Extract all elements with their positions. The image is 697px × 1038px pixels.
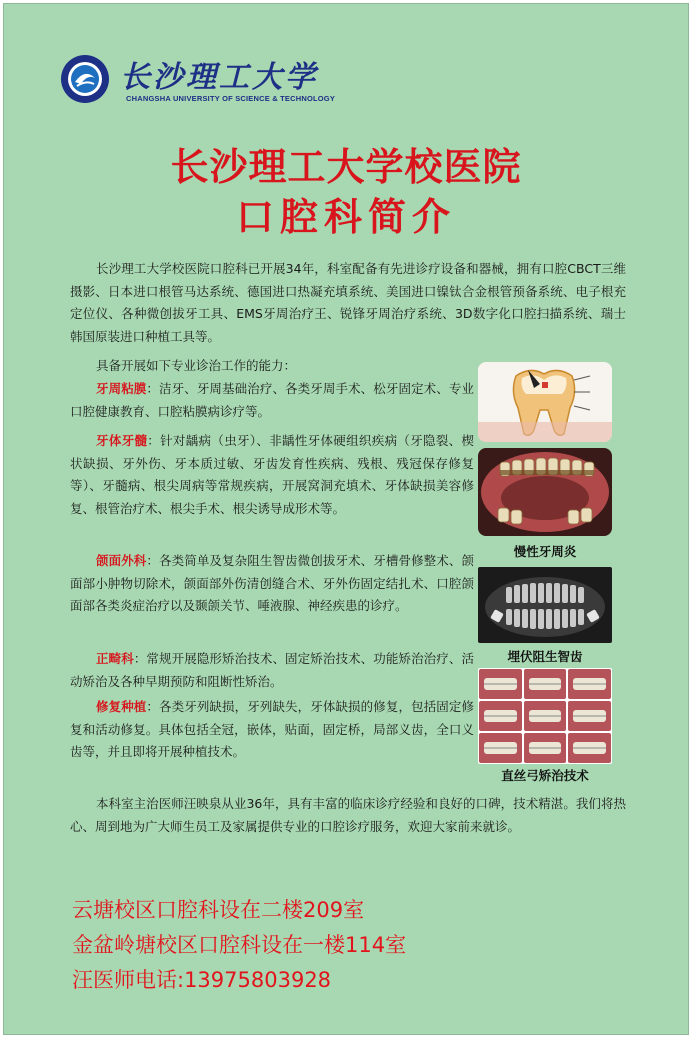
caption-orthodontics: 直丝弓矫治技术 <box>501 768 589 783</box>
section-heading: 牙周粘膜 <box>96 381 147 396</box>
university-seal-icon <box>60 54 110 104</box>
section-heading: 修复种植 <box>96 699 147 714</box>
tooth-diagram-image <box>478 362 612 442</box>
section-heading: 颌面外科 <box>96 553 147 568</box>
closing-paragraph: 本科室主治医师汪映泉从业36年，具有丰富的临床诊疗经验和良好的口碑，技术精湛。我们将热心、周到地为广大师生员工及家属提供专业的口腔诊疗服务，欢迎大家前来就诊。 <box>70 796 626 834</box>
section-text: ：针对龋病（虫牙）、非龋性牙体硬组织疾病（牙隐裂、楔状缺损、牙外伤、牙本质过敏、牙齿发育性疾病、残根、残冠保存修复等）、牙髓病、根尖周病等常规疾病，开展窝洞充填术、牙体缺损美容修复、根管治疗术、根尖手术、根尖诱导成形术等。 <box>70 433 474 516</box>
section-text: ：洁牙、牙周基础治疗、各类牙周手术、松牙固定术、专业口腔健康教育、口腔粘膜病诊疗等。 <box>70 381 474 419</box>
section-endodontics <box>70 430 474 520</box>
section-text: ：各类简单及复杂阻生智齿微创拔牙术、牙槽骨修整术、颌面部小肿物切除术，颌面部外伤清创缝合术、牙外伤固定结扎术、口腔颌面部各类炎症治疗以及颞颌关节、唾液腺、神经疾患的诊疗。 <box>70 553 474 613</box>
section-prosthodontics <box>70 696 474 764</box>
poster <box>3 3 689 1035</box>
location-yuntang: 云塘校区口腔科设在二楼209室 <box>72 898 365 922</box>
panoramic-xray-image <box>478 567 612 643</box>
caption-periodontitis: 慢性牙周炎 <box>513 544 577 559</box>
university-logo <box>60 50 336 110</box>
title-line-1: 长沙理工大学校医院 <box>170 145 522 189</box>
location-jinpenling: 金盆岭塘校区口腔科设在一楼114室 <box>72 933 407 957</box>
section-heading: 正畸科 <box>96 651 134 666</box>
section-orthodontics <box>70 648 474 693</box>
logo-chinese-name: 长沙理工大学 <box>120 60 318 95</box>
title-line-2: 口腔科简介 <box>235 195 456 239</box>
section-heading: 牙体牙髓 <box>96 433 148 448</box>
section-text: ：各类牙列缺损，牙列缺失，牙体缺损的修复，包括固定修复和活动修复。具体包括全冠，嵌体，贴面，固定桥，局部义齿，全口义齿等，并且即将开展种植技术。 <box>70 699 474 759</box>
section-text: ：常规开展隐形矫治技术、固定矫治技术、功能矫治治疗、活动矫治及各种早期预防和阻断性矫治。 <box>70 651 474 689</box>
abilities-intro: 具备开展如下专业诊治工作的能力： <box>96 358 297 373</box>
doctor-phone: 汪医师电话:13975803928 <box>72 968 332 992</box>
logo-english-name: CHANGSHA UNIVERSITY OF SCIENCE & TECHNOLOGY <box>126 94 336 103</box>
intro-paragraph: 长沙理工大学校医院口腔科已开展34年，科室配备有先进诊疗设备和器械，拥有口腔CBCT三维摄影、日本进口根管马达系统、德国进口热凝充填系统、美国进口镍钛合金根管预备系统、电子根充定位仪、各种微创拔牙工具、EMS牙周治疗王、锐锋牙周治疗系统、3D数字化口腔扫描系统、瑞士韩国原装进口种植工具等。 <box>70 261 626 344</box>
orthodontic-photos-grid <box>478 668 612 764</box>
section-oral-surgery <box>70 550 474 618</box>
caption-wisdom-tooth: 埋伏阻生智齿 <box>507 649 583 664</box>
section-periodontal <box>70 378 474 423</box>
periodontitis-photo <box>478 448 612 536</box>
